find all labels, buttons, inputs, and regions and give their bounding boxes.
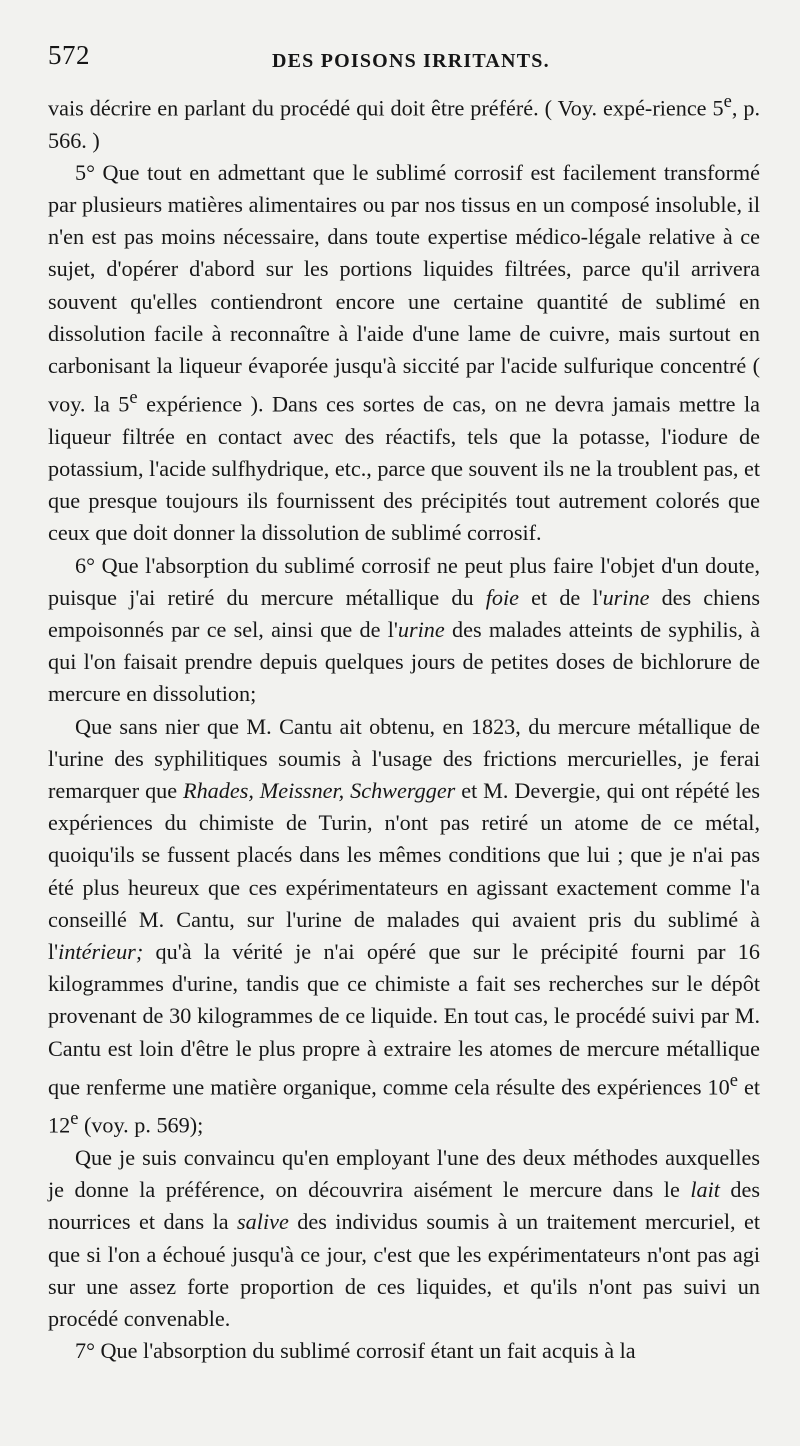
text-segment: et 12 (48, 1074, 760, 1138)
paragraph (48, 1335, 760, 1367)
italic-text: lait (690, 1177, 720, 1203)
text-segment: qu'à la vérité je n'ai opéré que sur le précipité fourni par 16 kilogrammes d'urine, tandis que ce chimiste a fait ses recherches sur le dépôt provenant de 30 kilogrammes de ce liquide. En tout cas, le procédé suivi par M. Cantu est loin d'être le plus propre à extraire les atomes de mercure métallique que renferme une matière organique, comme cela résulte des expériences 10 (48, 939, 760, 1100)
text-segment: , p. 566. ) (48, 95, 761, 153)
text-segment: vais décrire en parlant du procédé qui doit être préféré. ( Voy. expé-rience 5 (48, 95, 724, 121)
paragraph (48, 157, 760, 550)
text-segment: des chiens empoisonnés par ce sel, ainsi que de l' (48, 584, 760, 643)
text-segment: et M. Devergie, qui ont répété les expériences du chimiste de Turin, n'ont pas retiré un atome de ce métal, quoiqu'ils se fussent placés dans les mêmes conditions que lui ; que je n'ai pas été plus heureux que ces expérimentateurs en agissant exactement comme l'a conseillé M. Cantu, sur l'urine de malades qui avaient pris du sublimé à l' (48, 778, 760, 965)
paragraph (48, 550, 760, 711)
superscript: e (129, 388, 138, 409)
paragraph (48, 86, 760, 157)
text-segment: Que sans nier que M. Cantu ait obtenu, en 1823, du mercure métallique de l'urine des syphilitiques soumis à l'usage des frictions mercurielles, je ferai remarquer que (48, 713, 760, 804)
text-segment: (voy. p. 569); (78, 1112, 204, 1138)
text-segment: expérience ). Dans ces sortes de cas, on ne devra jamais mettre la liqueur filtrée en contact avec des réactifs, tels que la potasse, l'iodure de potassium, l'acide sulfhydrique, etc., parce que souvent ils ne la troublent pas, et que presque toujours ils fournissent des précipités tout autrement colorés que ceux que doit donner la dissolution de sublimé corrosif. (48, 391, 760, 546)
superscript: e (729, 1070, 738, 1091)
text-segment: des individus soumis à un traitement mercuriel, et que si l'on a échoué jusqu'à ce jour, c'est que les expérimentateurs n'ont pas agi sur une assez forte proportion de ces liquides, et qu'ils n'ont pas suivi un procédé convenable. (48, 1209, 760, 1332)
text-segment: Que je suis convaincu qu'en employant l'une des deux méthodes auxquelles je donne la préférence, on découvrira aisément le mercure dans le (48, 1145, 760, 1203)
italic-text: foie (485, 584, 520, 610)
italic-text: intérieur; (58, 939, 144, 965)
text-segment: 6° Que l'absorption du sublimé corrosif ne peut plus faire l'objet d'un doute, puisque j'ai retiré du mercure métallique du (48, 552, 760, 610)
text-segment: des nourrices et dans la (48, 1177, 760, 1235)
running-head: DES POISONS IRRITANTS. (272, 50, 550, 72)
page-number: 572 (48, 40, 90, 70)
italic-text: salive (237, 1209, 289, 1235)
superscript: e (70, 1109, 79, 1130)
text-segment: des malades atteints de syphilis, à qui l'on faisait prendre depuis quelques jours de petites doses de bichlorure de mercure en dissolution; (48, 617, 761, 707)
paragraph (48, 711, 760, 1142)
italic-text: urine (602, 584, 650, 610)
text-segment: et de l' (519, 584, 603, 610)
italic-text: urine (397, 617, 445, 643)
page-header (48, 40, 764, 80)
italic-text: Rhades, Meissner, Schwergger (183, 778, 456, 804)
superscript: e (723, 92, 732, 112)
text-segment: 7° Que l'absorption du sublimé corrosif étant un fait acquis à la (75, 1338, 636, 1364)
body-text (48, 86, 760, 1367)
paragraph (48, 1142, 760, 1335)
text-segment: 5° Que tout en admettant que le sublimé corrosif est facilement transformé par plusieurs matières alimentaires ou par nos tissus en un composé insoluble, il n'en est pas moins nécessaire, dans toute expertise médico-légale relative à ce sujet, d'opérer d'abord sur les portions liquides filtrées, parce qu'il arrivera souvent qu'elles contiendront encore une certaine quantité de sublimé en dissolution facile à reconnaître à l'aide d'une lame de cuivre, mais surtout en carbonisant la liqueur évaporée jusqu'à siccité par l'acide sulfurique concentré ( voy. la 5 (48, 159, 760, 417)
